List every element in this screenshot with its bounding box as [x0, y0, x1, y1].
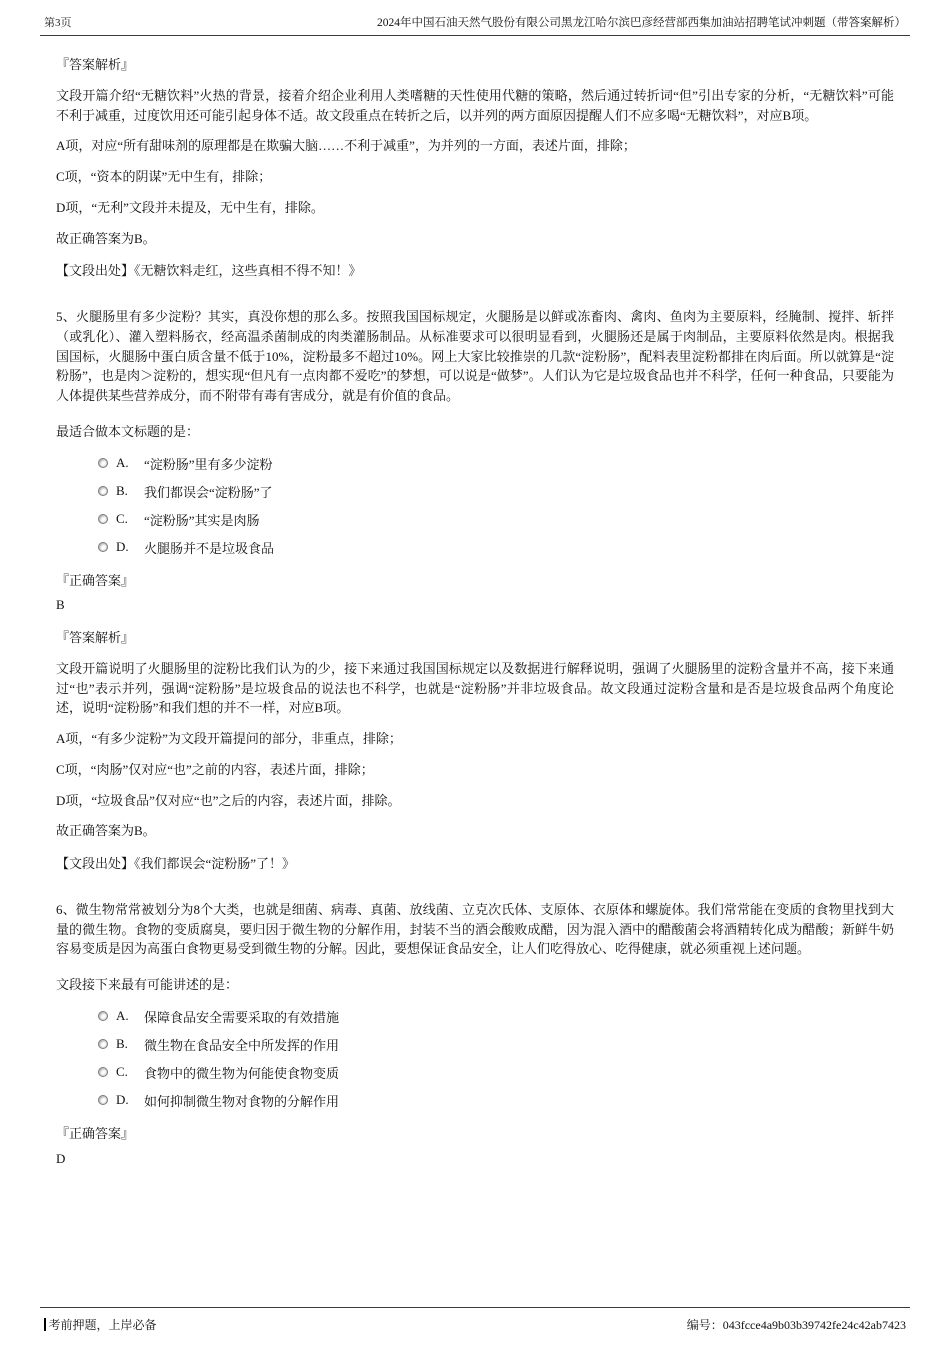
question-6-stem: 6、微生物常常被划分为8个大类，也就是细菌、病毒、真菌、放线菌、立克次氏体、支原体、衣原体和螺旋体。我们常常能在变质的食物里找到大量的微生物。食物的变质腐臭，要归因于微生物的分解作用，封装不当的酒会酸败成醋，因为混入酒中的醋酸菌会将酒精转化成为醋酸；新鲜牛奶容易变质是因为高蛋白食物更易受到微生物的分解。因此，要想保证食品安全，让人们吃得放心、吃得健康，就必须重视上述问题。	[56, 901, 894, 957]
option-letter: A.	[116, 455, 129, 470]
analysis-paragraph-q4: 文段开篇介绍“无糖饮料”火热的背景，接着介绍企业利用人类嗜糖的天性使用代糖的策略，然后通过转折词“但”引出专家的分析，“无糖饮料”可能不利于减重，过度饮用还可能引起身体不适。故文段重点在转折之后，以并列的两方面原因提醒人们不应多喝“无糖饮料”，对应B项。	[56, 87, 894, 123]
option-c[interactable]	[98, 1063, 894, 1082]
analysis-label-q4: 『答案解析』	[56, 57, 135, 72]
radio-button-icon[interactable]	[98, 542, 108, 552]
elimination-d-q5: D项，“垃圾食品”仅对应“也”之后的内容，表述片面，排除。	[56, 792, 401, 808]
elimination-a-q5: A项，“有多少淀粉”为文段开篇提问的部分，非重点，排除；	[56, 731, 402, 746]
option-text: 火腿肠并不是垃圾食品	[144, 540, 275, 556]
option-text: 如何抑制微生物对食物的分解作用	[144, 1093, 340, 1109]
option-d[interactable]	[98, 538, 894, 557]
elimination-a-q4: A项，对应“所有甜味剂的原理都是在欺骗大脑……不利于减重”，为并列的一方面，表述片面，排除；	[56, 138, 636, 154]
page-footer	[40, 1307, 910, 1333]
correct-answer-label-q6: 『正确答案』	[56, 1125, 135, 1141]
footer-left	[44, 1316, 157, 1333]
option-letter: D.	[116, 539, 129, 554]
option-text: “淀粉肠”里有多少淀粉	[144, 456, 273, 472]
radio-button-icon[interactable]	[98, 1067, 108, 1077]
elimination-c-q4: C项，“资本的阴谋”无中生有，排除；	[56, 169, 272, 184]
analysis-paragraph-q5: 文段开篇说明了火腿肠里的淀粉比我们认为的少，接下来通过我国国标规定以及数据进行解释说明，强调了火腿肠里的淀粉含量并不高，接下来通过“也”表示并列，强调“淀粉肠”是垃圾食品的说法也不科学，也就是“淀粉肠”并非垃圾食品。故文段通过淀粉含量和是否是垃圾食品两个角度论述，说明“淀粉肠”和我们想的并不一样，对应B项。	[56, 660, 894, 716]
option-letter: C.	[116, 1064, 128, 1080]
option-text: 微生物在食品安全中所发挥的作用	[144, 1037, 340, 1053]
text-cursor-mark	[44, 1318, 46, 1331]
option-b[interactable]	[98, 1035, 894, 1054]
option-d[interactable]	[98, 1091, 894, 1110]
question-6-options	[98, 1007, 894, 1110]
page-header	[40, 0, 910, 36]
option-letter: B.	[116, 483, 128, 498]
option-text: 保障食品安全需要采取的有效措施	[144, 1009, 340, 1025]
correct-answer-statement-q4: 故正确答案为B。	[56, 230, 156, 246]
question-5-options	[98, 454, 894, 557]
question-6-prompt: 文段接下来最有可能讲述的是：	[56, 977, 239, 992]
correct-answer-value-q6: D	[56, 1150, 66, 1166]
content-blocks	[56, 42, 894, 1180]
radio-button-icon[interactable]	[98, 486, 108, 496]
radio-button-icon[interactable]	[98, 458, 108, 468]
radio-button-icon[interactable]	[98, 1039, 108, 1049]
page-number: 第3页	[44, 17, 72, 29]
radio-button-icon[interactable]	[98, 1011, 108, 1021]
option-text: 食物中的微生物为何能使食物变质	[144, 1065, 340, 1081]
source-reference-q4: 【文段出处】《无糖饮料走红，这些真相不得不知！》	[56, 263, 362, 279]
question-5-prompt: 最适合做本文标题的是：	[56, 423, 200, 439]
elimination-c-q5: C项，“肉肠”仅对应“也”之前的内容，表述片面，排除；	[56, 761, 374, 777]
analysis-label-q5: 『答案解析』	[56, 630, 135, 645]
option-letter: B.	[116, 1036, 128, 1052]
option-a[interactable]	[98, 1007, 894, 1026]
correct-answer-label-q5: 『正确答案』	[56, 572, 135, 588]
option-text: 我们都误会“淀粉肠”了	[144, 484, 273, 500]
option-letter: D.	[116, 1092, 129, 1108]
correct-answer-statement-q5: 故正确答案为B。	[56, 823, 156, 839]
footer-slogan: 考前押题，上岸必备	[48, 1318, 157, 1332]
option-letter: C.	[116, 511, 128, 526]
radio-button-icon[interactable]	[98, 1095, 108, 1105]
option-b[interactable]	[98, 482, 894, 501]
footer-document-id: 编号：043fcce4a9b03b39742fe24c42ab7423	[686, 1318, 906, 1332]
option-a[interactable]	[98, 454, 894, 473]
radio-button-icon[interactable]	[98, 514, 108, 524]
option-text: “淀粉肠”其实是肉肠	[144, 512, 260, 528]
elimination-d-q4: D项，“无利”文段并未提及，无中生有，排除。	[56, 199, 324, 215]
question-5-stem: 5、火腿肠里有多少淀粉？其实，真没你想的那么多。按照我国国标规定，火腿肠是以鲜或冻畜肉、禽肉、鱼肉为主要原料，经腌制、搅拌、斩拌（或乳化）、灌入塑料肠衣，经高温杀菌制成的肉类灌肠制品。从标准要求可以很明显看到，火腿肠还是属于肉制品，主要原料依然是肉。根据我国国标，火腿肠中蛋白质含量不低于10%，淀粉最多不超过10%。网上大家比较推崇的几款“淀粉肠”，配料表里淀粉都排在肉后面。所以就算是“淀粉肠”，也是肉＞淀粉的，想实现“但凡有一点肉都不爱吃”的梦想，可以说是“做梦”。人们认为它是垃圾食品也并不科学，任何一种食品，只要能为人体提供某些营养成分，而不附带有毒有害成分，就是有价值的食品。	[56, 309, 894, 403]
source-reference-q5: 【文段出处】《我们都误会“淀粉肠”了！》	[56, 856, 296, 871]
correct-answer-value-q5: B	[56, 597, 65, 613]
option-c[interactable]	[98, 510, 894, 529]
document-title: 2024年中国石油天然气股份有限公司黑龙江哈尔滨巴彦经营部西集加油站招聘笔试冲刺题（带答案解析）	[377, 17, 906, 29]
option-letter: A.	[116, 1008, 129, 1024]
